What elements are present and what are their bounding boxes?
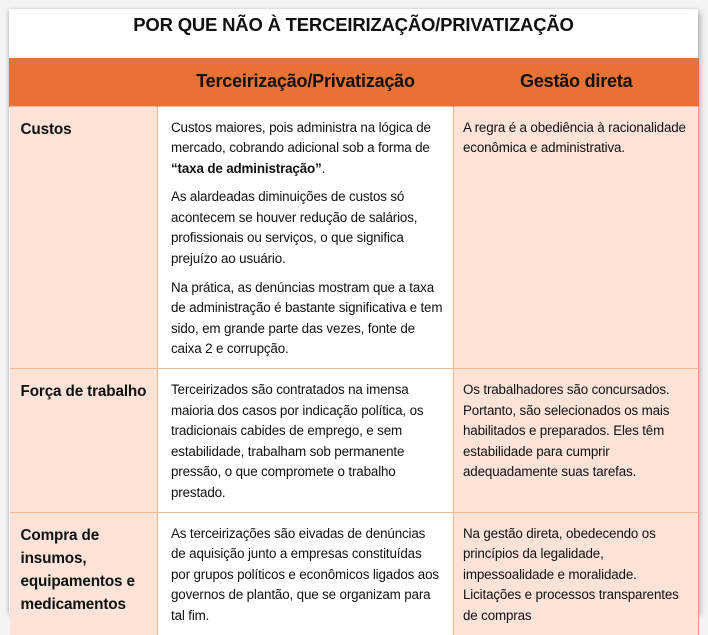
bold-text: “taxa de administração” [171, 160, 322, 176]
cell-gestao-direta: Os trabalhadores são concursados. Portanto, são selecionados os mais habilitados e preparados. Eles têm estabilidade para cumprir adequadamente suas tarefas. [454, 369, 699, 513]
row-label: Força de trabalho [10, 369, 158, 513]
page-title: POR QUE NÃO À TERCEIRIZAÇÃO/PRIVATIZAÇÃO [133, 14, 574, 35]
cell-terceirizacao [158, 106, 454, 369]
header-empty [10, 58, 158, 106]
table-row [10, 512, 699, 634]
cell-terceirizacao: Terceirizados são contratados na imensa maioria dos casos por indicação política, os tradicionais cabides de emprego, e sem estabilidade, trabalham sob permanente pressão, o que compromete o trabalho prestado. [158, 369, 454, 513]
paragraph: Na prática, as denúncias mostram que a taxa de administração é bastante significativa e tem sido, em grande parte das vezes, fonte de caixa 2 e corrupção. [171, 279, 443, 357]
cell-gestao-direta: A regra é a obediência à racionalidade econômica e administrativa. [454, 106, 699, 369]
comparison-panel [9, 9, 698, 623]
paragraph [171, 118, 443, 180]
header-terceirizacao: Terceirização/Privatização [158, 58, 454, 106]
paragraph: As alardeadas diminuições de custos só acontecem se houver redução de salários, profissionais ou serviços, o que significa prejuízo ao usuário. [171, 189, 418, 267]
header-gestao-direta: Gestão direta [454, 58, 699, 106]
text: Custos maiores, pois administra na lógica de mercado, cobrando adicional sob a forma de [171, 119, 431, 156]
row-label: Custos [10, 106, 158, 369]
table-header-row [10, 58, 699, 106]
cell-gestao-direta: Na gestão direta, obedecendo os princípios da legalidade, impessoalidade e moralidade. Licitações e processos transparentes de compras [454, 512, 699, 634]
comparison-table [9, 58, 699, 635]
cell-terceirizacao: As terceirizações são eivadas de denúncias de aquisição junto a empresas constituídas por grupos políticos e econômicos ligados aos governos de plantão, que se organizam para tal fim. [158, 512, 454, 634]
row-label: Compra de insumos, equipamentos e medicamentos [10, 512, 158, 634]
table-row [10, 369, 699, 513]
text: . [321, 160, 326, 176]
table-row [10, 106, 699, 369]
